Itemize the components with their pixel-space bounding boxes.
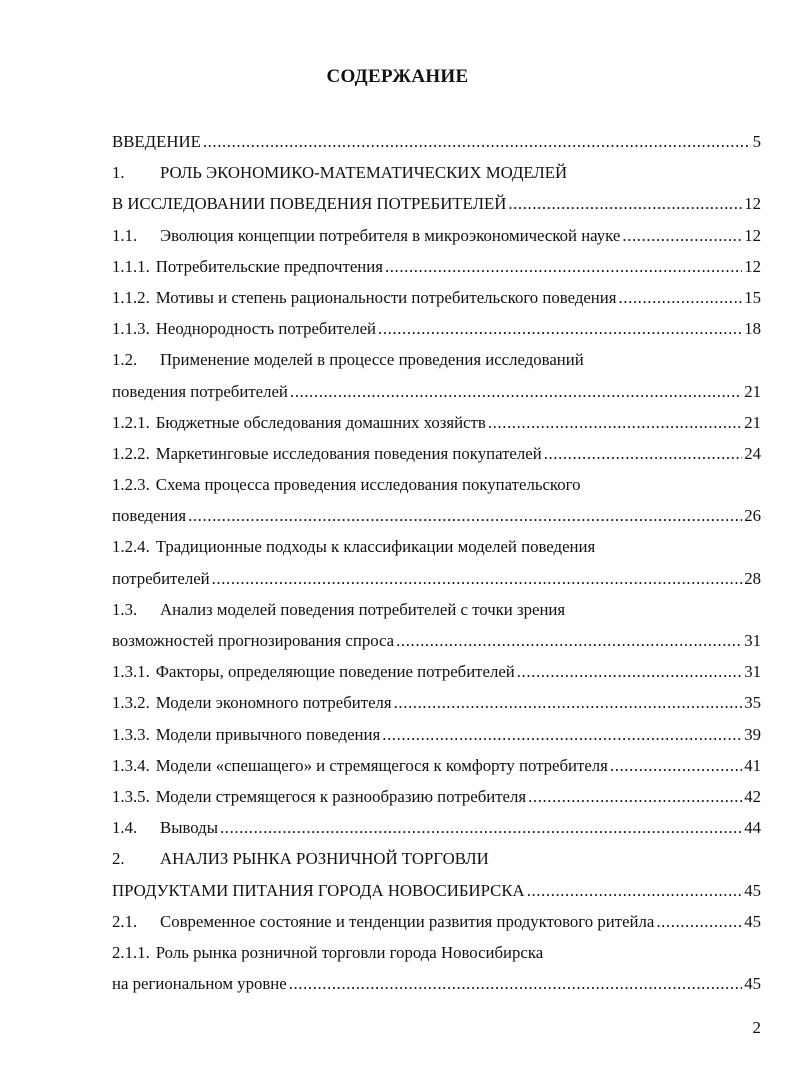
toc-entry-number: 1.3.3. — [112, 724, 150, 744]
toc-dot-leader — [622, 220, 742, 251]
toc-entry-page: 28 — [744, 568, 761, 588]
toc-entry-page: 18 — [744, 319, 761, 339]
toc-entry-number: 1.2.4. — [112, 537, 150, 557]
toc-entry-number: 1.2. — [112, 350, 138, 370]
toc-entry-number: 1.3. — [112, 599, 138, 619]
toc-entry — [112, 282, 761, 313]
toc-entry-page: 21 — [744, 381, 761, 401]
toc-entry-title: Роль рынка розничной торговли города Новосибирска — [155, 942, 544, 962]
toc-dot-leader — [394, 687, 743, 718]
toc-entry-title: Применение моделей в процессе проведения исследований — [160, 350, 584, 370]
toc-entry — [112, 344, 761, 375]
toc-entry-number: 2. — [112, 849, 125, 869]
toc-entry-number: 1. — [112, 163, 125, 183]
toc-entry-title: Модели привычного поведения — [155, 724, 381, 744]
toc-entry-page: 12 — [744, 225, 761, 245]
toc-entry — [112, 875, 761, 906]
toc-entry — [112, 750, 761, 781]
toc-entry-number: 1.2.3. — [112, 475, 150, 495]
toc-entry-title: Факторы, определяющие поведение потребителей — [155, 662, 515, 682]
toc-entry-title: ПРОДУКТАМИ ПИТАНИЯ ГОРОДА НОВОСИБИРСКА — [112, 880, 525, 900]
toc-dot-leader — [517, 656, 742, 687]
toc-entry-page: 21 — [744, 412, 761, 432]
toc-entry-page: 12 — [744, 194, 761, 214]
toc-entry-page: 39 — [744, 724, 761, 744]
toc-entry — [112, 531, 761, 562]
toc-entry-title: Выводы — [160, 818, 218, 838]
toc-dot-leader — [212, 563, 743, 594]
toc-dot-leader — [289, 968, 743, 999]
toc-dot-leader — [290, 376, 742, 407]
toc-dot-leader — [528, 781, 742, 812]
toc-entry-title: поведения — [112, 506, 187, 526]
page-number: 2 — [752, 1018, 761, 1037]
toc-entry-number: 2.1.1. — [112, 942, 150, 962]
toc-entry-title: Маркетинговые исследования поведения покупателей — [155, 443, 542, 463]
toc-dot-leader — [527, 875, 743, 906]
toc-entry-title: на региональном уровне — [112, 974, 287, 994]
toc-entry-page: 15 — [744, 287, 761, 307]
toc-entry-page: 42 — [744, 786, 761, 806]
toc-dot-leader — [220, 812, 742, 843]
toc-entry — [112, 594, 761, 625]
toc-entry-number: 1.3.1. — [112, 662, 150, 682]
toc-entry-title: АНАЛИЗ РЫНКА РОЗНИЧНОЙ ТОРГОВЛИ — [160, 849, 489, 869]
toc-dot-leader — [378, 313, 742, 344]
toc-entry — [112, 500, 761, 531]
toc-dot-leader — [382, 719, 742, 750]
toc-entry-title: Современное состояние и тенденции развития продуктового ритейла — [160, 911, 655, 931]
toc-entry-title: Мотивы и степень рациональности потребительского поведения — [155, 287, 617, 307]
toc-entry — [112, 157, 761, 188]
toc-entry-title: потребителей — [112, 568, 210, 588]
toc-entry — [112, 188, 761, 219]
toc-dot-leader — [544, 438, 743, 469]
toc-entry-title: Неоднородность потребителей — [155, 319, 377, 339]
toc-dot-leader — [396, 625, 742, 656]
toc-entry-number: 1.1.2. — [112, 287, 150, 307]
toc-entry-title: Модели экономного потребителя — [155, 693, 392, 713]
toc-entry-number: 1.1.1. — [112, 256, 150, 276]
toc-entry-page: 26 — [744, 506, 761, 526]
toc-dot-leader — [203, 126, 751, 157]
toc-entry-page: 41 — [744, 755, 761, 775]
toc-entry — [112, 563, 761, 594]
toc-entry — [112, 251, 761, 282]
toc-entry-number: 2.1. — [112, 911, 138, 931]
toc-entry-number: 1.2.1. — [112, 412, 150, 432]
toc-dot-leader — [610, 750, 742, 781]
toc-entry-page: 45 — [744, 880, 761, 900]
toc-entry-number: 1.3.2. — [112, 693, 150, 713]
toc-entry — [112, 407, 761, 438]
toc-dot-leader — [619, 282, 743, 313]
toc-entry-page: 35 — [744, 693, 761, 713]
toc-entry — [112, 843, 761, 874]
toc-entry-title: Модели «спешащего» и стремящегося к комфорту потребителя — [155, 755, 608, 775]
toc-entry-title: ВВЕДЕНИЕ — [112, 132, 201, 151]
toc-entry — [112, 625, 761, 656]
toc-entry — [112, 656, 761, 687]
toc-entry-title: Модели стремящегося к разнообразию потребителя — [155, 786, 527, 806]
toc-entry-page: 5 — [752, 132, 761, 151]
table-of-contents — [112, 126, 761, 999]
toc-entry-title: Потребительские предпочтения — [155, 256, 383, 276]
toc-entry — [112, 220, 761, 251]
toc-entry-page: 44 — [744, 818, 761, 838]
page-title: СОДЕРЖАНИЕ — [326, 66, 469, 87]
toc-entry — [112, 937, 761, 968]
toc-entry — [112, 438, 761, 469]
toc-entry — [112, 906, 761, 937]
toc-entry — [112, 126, 761, 157]
toc-dot-leader — [385, 251, 742, 282]
toc-dot-leader — [508, 188, 742, 219]
toc-entry-page: 31 — [744, 631, 761, 650]
toc-entry-number: 1.4. — [112, 818, 138, 838]
toc-entry — [112, 469, 761, 500]
toc-entry-title: поведения потребителей — [112, 381, 288, 401]
toc-entry-title: Схема процесса проведения исследования покупательского — [155, 475, 581, 495]
toc-dot-leader — [188, 500, 742, 531]
toc-entry — [112, 719, 761, 750]
toc-entry — [112, 781, 761, 812]
toc-entry-page: 45 — [744, 911, 761, 931]
toc-entry-page: 24 — [744, 443, 761, 463]
toc-entry-number: 1.2.2. — [112, 443, 150, 463]
toc-dot-leader — [656, 906, 742, 937]
toc-entry-page: 12 — [744, 256, 761, 276]
toc-entry — [112, 376, 761, 407]
toc-dot-leader — [488, 407, 742, 438]
toc-entry-number: 1.1. — [112, 225, 138, 245]
toc-entry-number: 1.3.4. — [112, 755, 150, 775]
toc-entry-page: 31 — [744, 662, 761, 682]
toc-entry-page: 45 — [744, 974, 761, 994]
toc-entry — [112, 812, 761, 843]
toc-entry-title: Бюджетные обследования домашних хозяйств — [155, 412, 486, 432]
toc-entry-title: возможностей прогнозирования спроса — [112, 631, 395, 650]
toc-entry — [112, 313, 761, 344]
toc-entry — [112, 687, 761, 718]
toc-entry-title: Традиционные подходы к классификации моделей поведения — [155, 537, 596, 557]
toc-entry-title: В ИССЛЕДОВАНИИ ПОВЕДЕНИЯ ПОТРЕБИТЕЛЕЙ — [112, 194, 507, 214]
toc-entry-number: 1.1.3. — [112, 319, 150, 339]
toc-entry-title: РОЛЬ ЭКОНОМИКО-МАТЕМАТИЧЕСКИХ МОДЕЛЕЙ — [160, 163, 568, 183]
toc-entry-title: Анализ моделей поведения потребителей с точки зрения — [160, 599, 566, 619]
toc-entry-title: Эволюция концепции потребителя в микроэкономической науке — [160, 225, 621, 245]
toc-entry — [112, 968, 761, 999]
toc-entry-number: 1.3.5. — [112, 786, 150, 806]
